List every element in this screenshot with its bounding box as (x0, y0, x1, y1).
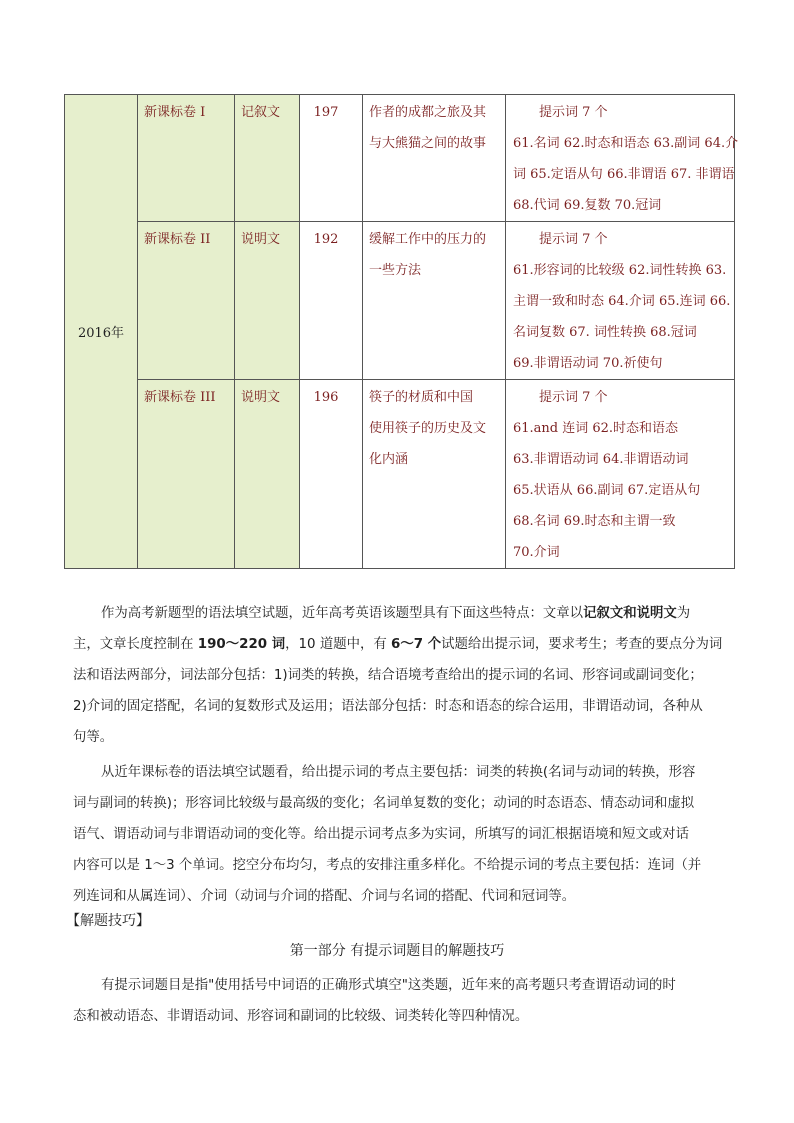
paragraph-hint-questions (73, 970, 723, 1032)
topic-cell (363, 380, 506, 569)
keywords-line: 70.介词 (513, 545, 560, 560)
keywords-head: 提示词 7 个 (539, 390, 608, 405)
word-count-cell (300, 95, 363, 222)
paper-cell (138, 380, 235, 569)
word-count-cell (300, 380, 363, 569)
paragraph-line: 态和被动语态、非谓语动词、形容词和副词的比较级、词类转化等四种情况。 (73, 1009, 529, 1024)
paragraph-line: 内容可以是 1～3 个单词。挖空分布均匀，考点的安排注重多样化。不给提示词的考点主要包括：连词（并 (73, 858, 702, 873)
text-run: ，10 道题中，有 (285, 637, 392, 652)
keywords-line: 65.状语从 66.副词 67.定语从句 (513, 483, 701, 498)
keywords-head: 提示词 7 个 (539, 232, 608, 247)
paragraph-line: 2)介词的固定搭配，名词的复数形式及运用；语法部分包括：时态和语态的综合运用，非谓语动词，各种从 (73, 699, 703, 714)
keywords-cell (506, 95, 739, 222)
word-count: 192 (313, 232, 339, 247)
paper-cell (138, 222, 235, 380)
text-run: 作为高考新题型的语法填空试题，近年高考英语该题型具有下面这些特点：文章以 (101, 606, 584, 621)
paragraph-analysis (73, 757, 723, 912)
topic-line: 化内涵 (369, 452, 409, 467)
keywords-line: 名词复数 67. 词性转换 68.冠词 (513, 325, 697, 340)
topic-line: 与大熊猫之间的故事 (369, 136, 487, 151)
topic-line: 使用筷子的历史及文 (369, 421, 487, 436)
exam-table (64, 94, 739, 569)
year-label: 2016年 (77, 326, 125, 341)
word-count: 196 (313, 390, 339, 405)
table-row (65, 222, 735, 380)
topic-cell (363, 222, 506, 380)
keywords-line: 61.形容词的比较级 62.词性转换 63. (513, 263, 727, 278)
paragraph-line: 列连词和从属连词）、介词（动词与介词的搭配、介词与名词的搭配、代词和冠词等。 (73, 889, 576, 904)
table-row (65, 380, 735, 569)
genre-cell (235, 95, 300, 222)
bold-run: 记叙文和说明文 (583, 606, 677, 621)
table-row (65, 95, 735, 222)
text-run: 为 (676, 606, 691, 621)
genre-cell (235, 222, 300, 380)
keywords-line: 68.代词 69.复数 70.冠词 (513, 198, 662, 213)
paragraph-features (73, 598, 723, 753)
word-count: 197 (313, 105, 339, 120)
keywords-cell (506, 222, 735, 380)
paper-name: 新课标卷 III (144, 390, 216, 405)
keywords-line: 63.非谓语动词 64.非谓语动词 (513, 452, 689, 467)
paragraph-line: 词与副词的转换)；形容词比较级与最高级的变化；名词单复数的变化；动词的时态语态、情态动词和虚拟 (73, 796, 695, 811)
bold-run: 190～220 词 (197, 637, 286, 652)
word-count-cell (300, 222, 363, 380)
topic-line: 一些方法 (369, 263, 422, 278)
exam-table-container (64, 94, 739, 569)
topic-line: 缓解工作中的压力的 (369, 232, 487, 247)
paragraph-line: 语气、谓语动词与非谓语动词的变化等。给出提示词考点多为实词，所填写的词汇根据语境和短文或对话 (73, 827, 689, 842)
keywords-line: 词 65.定语从句 66.非谓语 67. 非谓语 (513, 167, 735, 182)
section-heading: 【解题技巧】 (66, 913, 150, 929)
keywords-line: 61.and 连词 62.时态和语态 (513, 421, 679, 436)
keywords-head: 提示词 7 个 (539, 105, 608, 120)
keywords-cell (506, 380, 735, 569)
keywords-line: 69.非谓语动词 70.祈使句 (513, 356, 663, 371)
paragraph-line: 有提示词题目是指"使用括号中词语的正确形式填空"这类题，近年来的高考题只考查谓语动词的时 (101, 978, 676, 993)
paper-name: 新课标卷 II (144, 232, 211, 247)
topic-line: 筷子的材质和中国 (369, 390, 474, 405)
paper-cell (138, 95, 235, 222)
text-run: 主，文章长度控制在 (73, 637, 198, 652)
topic-cell (363, 95, 506, 222)
bold-run: 6～7 个 (391, 637, 442, 652)
paragraph-line: 句等。 (73, 730, 114, 745)
genre-label: 记叙文 (241, 105, 281, 120)
genre-cell (235, 380, 300, 569)
text-run: 试题给出提示词，要求考生；考查的要点分为词 (441, 637, 723, 652)
paragraph-line: 法和语法两部分，词法部分包括：1)词类的转换，结合语境考查给出的提示词的名词、形容词或副词变化； (73, 668, 703, 683)
genre-label: 说明文 (241, 390, 281, 405)
keywords-line: 主谓一致和时态 64.介词 65.连词 66. (513, 294, 731, 309)
keywords-line: 61.名词 62.时态和语态 63.副词 64.介 (513, 136, 739, 151)
paragraph-line (73, 629, 723, 660)
section-title: 第一部分 有提示词题目的解题技巧 (289, 943, 505, 959)
paragraph-line (73, 598, 723, 629)
keywords-line: 68.名词 69.时态和主谓一致 (513, 514, 676, 529)
genre-label: 说明文 (241, 232, 281, 247)
paper-name: 新课标卷 I (144, 105, 206, 120)
topic-line: 作者的成都之旅及其 (369, 105, 487, 120)
year-cell (65, 95, 138, 569)
paragraph-line: 从近年课标卷的语法填空试题看，给出提示词的考点主要包括：词类的转换(名词与动词的转换，形容 (101, 765, 696, 780)
